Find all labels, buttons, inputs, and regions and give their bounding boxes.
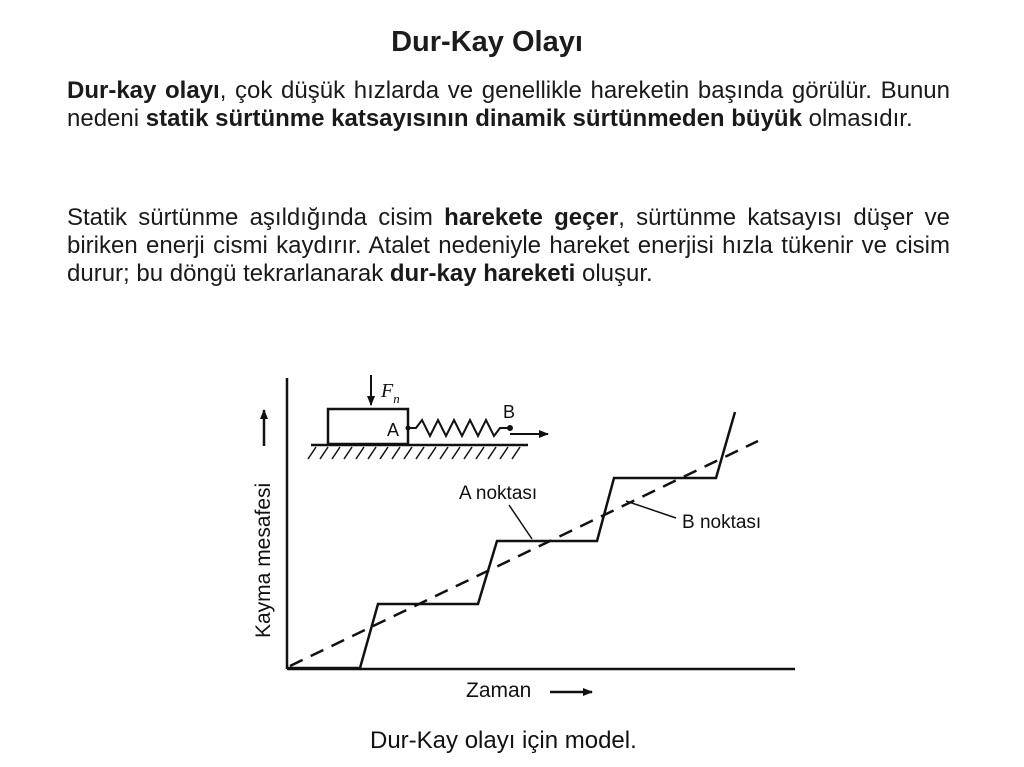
y-axis-label: Kayma mesafesi [252, 482, 275, 638]
friction-model-inset [308, 375, 548, 459]
paragraph-text: olmasıdır. [801, 105, 913, 132]
emphasis-static-friction: statik sürtünme katsayısının dinamik sürtünmeden büyük [145, 105, 802, 132]
paragraph-text: , çok düşük hızlarda ve genellikle hareketin başında görülür. Bunun nedeni [67, 77, 951, 132]
point-b-label: B [503, 402, 516, 422]
callout-a-leader [509, 505, 532, 539]
page-title: Dur-Kay Olayı [391, 26, 583, 58]
x-axis-label: Zaman [466, 679, 532, 702]
paragraph-text: Statik sürtünme aşıldığında cisim [67, 204, 445, 231]
callout-b-leader [626, 501, 676, 518]
callout-point-b: B noktası [682, 512, 762, 533]
figure-caption: Dur-Kay olayı için model. [370, 727, 637, 754]
normal-force-label: $F_n$ [381, 380, 400, 406]
ground-hatching [308, 447, 520, 459]
point-b-dot [507, 425, 513, 431]
paragraph-text: , sürtünme katsayısı düşer ve biriken enerji cismi kaydırır. Atalet nedeniyle hareket enerjisi hızla tükenir ve cisim durur; bu döngü tekrarlanarak [67, 204, 950, 287]
callout-point-a: A noktası [459, 483, 538, 504]
point-a-label: A [387, 420, 400, 440]
paragraph-text: oluşur. [575, 260, 653, 287]
term-stick-slip: Dur-kay olayı [67, 77, 220, 104]
emphasis-motion-start: harekete geçer [444, 204, 619, 231]
spring [408, 420, 510, 436]
point-b-displacement-line [290, 441, 758, 666]
point-a-stick-slip-curve [287, 412, 735, 668]
term-stick-slip-motion: dur-kay hareketi [389, 260, 576, 287]
